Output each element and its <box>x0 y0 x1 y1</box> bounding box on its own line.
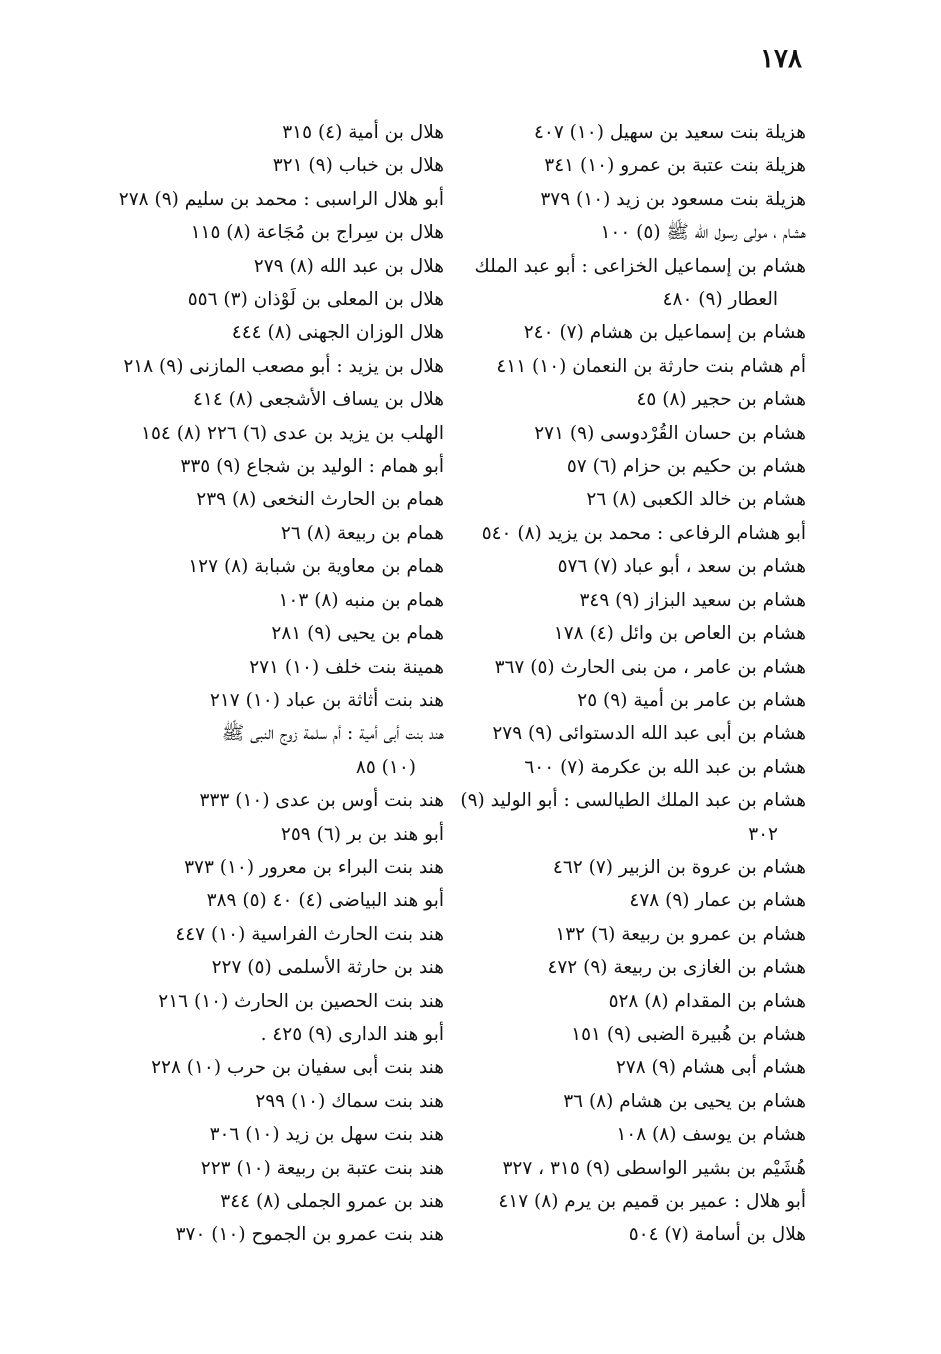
index-entry: هشام بن عبد الملك الطيالسى : أبو الوليد (٩) <box>460 790 806 812</box>
index-entry: أبو هلال : عمير بن قميم بن يرم (٨) ٤١٧ <box>498 1191 806 1212</box>
index-entry: همام بن معاوية بن شبابة (٨) ١٢٧ <box>188 556 444 578</box>
index-entry: هشام بن حسان القُرْدوسى (٩) ٢٧١ <box>534 422 806 444</box>
index-entry: هشام بن عبد الله بن عكرمة (٧) ٦٠٠ <box>524 756 806 778</box>
index-entry: هزيلة بنت سعيد بن سهيل (١٠) ٤٠٧ <box>533 122 806 143</box>
index-entry: هلال الوزان الجهنى (٨) ٤٤٤ <box>231 322 444 344</box>
index-entry: هلال بن أسامة (٧) ٥٠٤ <box>628 1224 806 1246</box>
index-entry: هشام بن هُبيرة الضبى (٩) ١٥١ <box>571 1023 806 1045</box>
index-entry: هند بنت أبى سفيان بن حرب (١٠) ٢٢٨ <box>151 1057 444 1079</box>
index-entry: هند بنت الحارث الفراسية (١٠) ٤٤٧ <box>175 923 444 945</box>
index-entry: هند بنت أثاثة بن عباد (١٠) ٢١٧ <box>209 689 444 711</box>
index-entry: هند بنت أبى أمية : أم سلمة زوج النبى ﷺ <box>221 723 444 745</box>
index-entry: هشام أبى هشام (٩) ٢٧٨ <box>615 1057 806 1079</box>
index-entry: همام بن الحارث النخعى (٨) ٢٣٩ <box>196 489 444 511</box>
index-entry: هشام بن يوسف (٨) ١٠٨ <box>616 1124 806 1146</box>
index-entry: هلال بن يساف الأشجعى (٨) ٤١٤ <box>192 389 444 411</box>
index-entry: هند بنت البراء بن معرور (١٠) ٣٧٣ <box>184 856 444 878</box>
index-entry-continuation: ٣٠٢ <box>748 823 778 845</box>
index-entry: أبو هند الدارى (٩) ٤٢٥ . <box>260 1023 444 1045</box>
index-entry: هشام بن العاص بن وائل (٤) ١٧٨ <box>553 623 806 645</box>
index-entry: هند بن عمرو الجملى (٨) ٣٤٤ <box>220 1191 444 1212</box>
index-entry: هزيلة بنت مسعود بن زيد (١٠) ٣٧٩ <box>540 188 806 210</box>
index-entry: هلال بن خباب (٩) ٣٢١ <box>272 155 444 177</box>
index-entry: هشام بن أبى عبد الله الدستوائى (٩) ٢٧٩ <box>492 723 806 745</box>
index-entry: هند بنت سهل بن زيد (١٠) ٣٠٦ <box>209 1124 444 1146</box>
index-column-right <box>460 116 806 1252</box>
index-entry-continuation: العطار (٩) ٤٨٠ <box>662 289 778 311</box>
page-number: ١٧٨ <box>760 44 802 74</box>
index-entry: هشام ، مولى رسول الله ﷺ (٥) ١٠٠ <box>600 222 806 244</box>
index-entry: هشام بن عروة بن الزبير (٧) ٤٦٢ <box>552 856 806 878</box>
index-entry: أم هشام بنت حارثة بن النعمان (١٠) ٤١١ <box>496 355 806 377</box>
index-entry: أبو هشام الرفاعى : محمد بن يزيد (٨) ٥٤٠ <box>481 522 806 544</box>
index-entry: هشام بن حجير (٨) ٤٥ <box>636 389 806 411</box>
index-column-left <box>74 116 444 1252</box>
index-entry: أبو هند بن بر (٦) ٢٥٩ <box>280 823 444 845</box>
index-entry: أبو همام : الوليد بن شجاع (٩) ٣٣٥ <box>180 456 444 478</box>
index-entry: هند بنت عمرو بن الجموح (١٠) ٣٧٠ <box>175 1224 444 1246</box>
index-entry: أبو هلال الراسبى : محمد بن سليم (٩) ٢٧٨ <box>118 188 444 210</box>
index-entry: هلال بن يزيد : أبو مصعب المازنى (٩) ٢١٨ <box>123 355 444 377</box>
index-entry: هند بنت سماك (١٠) ٢٩٩ <box>255 1090 444 1112</box>
index-entry: هشام بن عمار (٩) ٤٧٨ <box>629 890 806 912</box>
index-entry: همام بن منبه (٨) ١٠٣ <box>278 589 444 611</box>
index-entry: هلال بن عبد الله (٨) ٢٧٩ <box>253 255 444 277</box>
index-entry: هشام بن إسماعيل الخزاعى : أبو عبد الملك <box>474 255 806 277</box>
index-entry: هشام بن عامر بن أمية (٩) ٢٥ <box>577 689 806 711</box>
index-entry-continuation: (١٠) ٨٥ <box>355 756 416 778</box>
index-entry: هشام بن المقدام (٨) ٥٢٨ <box>608 990 806 1012</box>
index-entry: هشام بن سعيد البزاز (٩) ٣٤٩ <box>579 589 806 611</box>
index-entry: هشام بن عامر ، من بنى الحارث (٥) ٣٦٧ <box>494 656 806 678</box>
index-entry: أبو هند البياضى (٤) ٤٠ (٥) ٣٨٩ <box>206 890 444 912</box>
index-entry: هلال بن أمية (٤) ٣١٥ <box>282 122 444 143</box>
index-entry: هُشَيْم بن بشير الواسطى (٩) ٣١٥ ، ٣٢٧ <box>502 1157 806 1179</box>
index-entry: هند بنت أوس بن عدى (١٠) ٣٣٣ <box>199 790 444 812</box>
index-entry: هلال بن سِراج بن مُجَاعة (٨) ١١٥ <box>190 222 444 244</box>
index-entry: هزيلة بنت عتبة بن عمرو (١٠) ٣٤١ <box>544 155 806 177</box>
index-entry: هلال بن المعلى بن لَوْذان (٣) ٥٥٦ <box>187 289 444 311</box>
index-entry: هشام بن سعد ، أبو عباد (٧) ٥٧٦ <box>557 556 806 578</box>
index-entry: الهلب بن يزيد بن عدى (٦) ٢٢٦ (٨) ١٥٤ <box>141 422 444 444</box>
index-entry: هشام بن خالد الكعبى (٨) ٢٦ <box>586 489 806 511</box>
index-entry: هشام بن إسماعيل بن هشام (٧) ٢٤٠ <box>523 322 806 344</box>
index-entry: هند بنت الحصين بن الحارث (١٠) ٢١٦ <box>158 990 444 1012</box>
index-entry: همام بن يحيى (٩) ٢٨١ <box>271 623 444 645</box>
index-entry: هشام بن الغازى بن ربيعة (٩) ٤٧٢ <box>547 957 806 979</box>
index-entry: هند بن حارثة الأسلمى (٥) ٢٢٧ <box>211 957 444 979</box>
index-entry: هشام بن يحيى بن هشام (٨) ٣٦ <box>563 1090 806 1112</box>
index-entry: همينة بنت خلف (١٠) ٢٧١ <box>249 656 444 678</box>
index-entry: همام بن ربيعة (٨) ٢٦ <box>280 522 444 544</box>
index-entry: هشام بن عمرو بن ربيعة (٦) ١٣٢ <box>555 923 806 945</box>
index-entry: هند بنت عتبة بن ربيعة (١٠) ٢٢٣ <box>200 1157 444 1179</box>
index-entry: هشام بن حكيم بن حزام (٦) ٥٧ <box>566 456 806 478</box>
